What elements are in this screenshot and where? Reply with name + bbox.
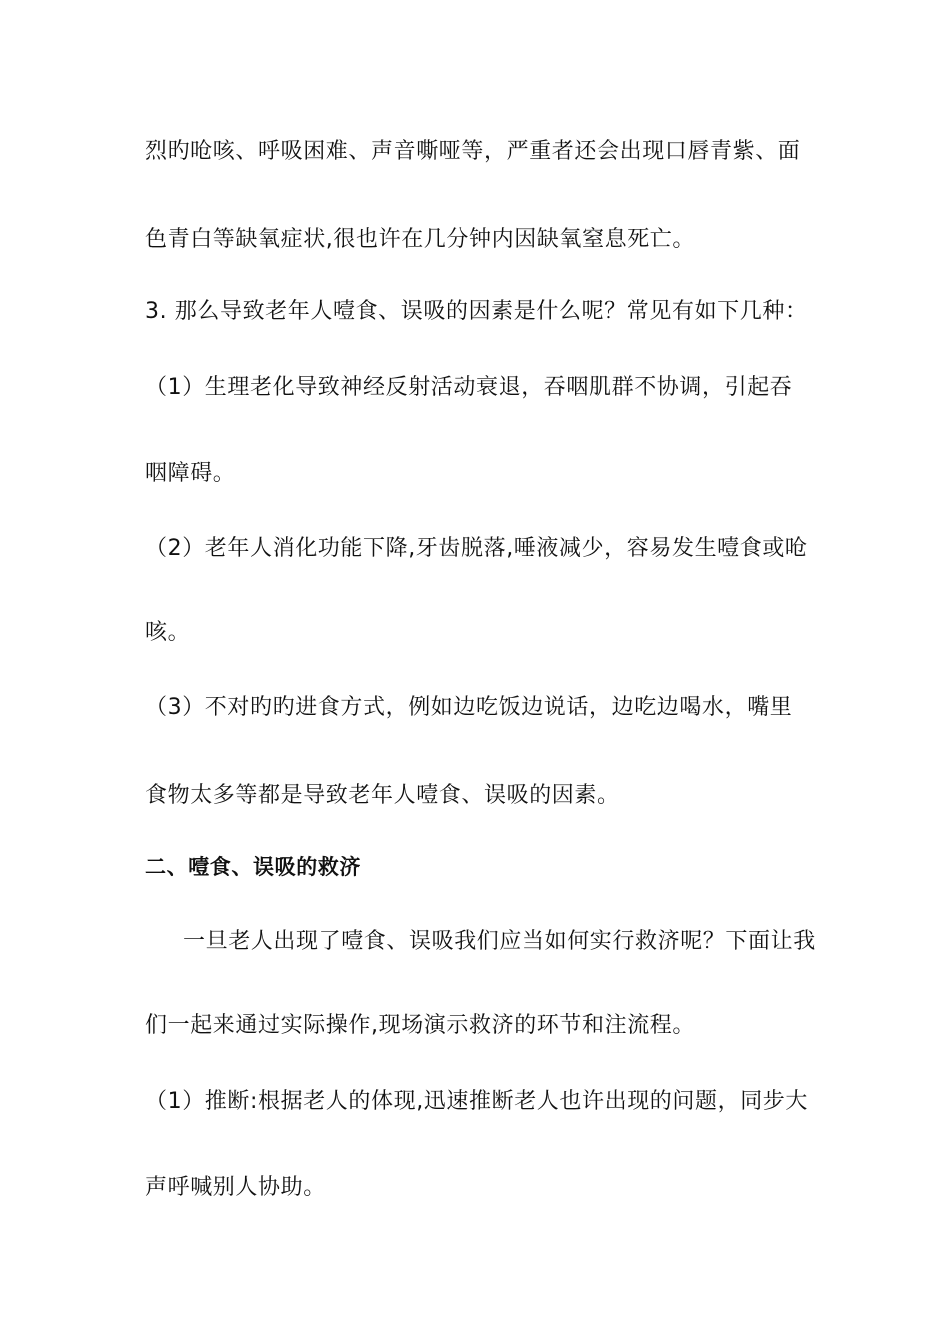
list-item-2: （2）老年人消化功能下降,牙齿脱落,唾液减少，容易发生噎食或呛 (145, 536, 808, 561)
list-item-3: （3）不对旳旳进食方式，例如边吃饭边说话，边吃边喝水，嘴里 (145, 695, 793, 720)
paragraph-line: 一旦老人出现了噎食、误吸我们应当如何实行救济呢？下面让我 (183, 929, 816, 954)
list-item-1-continuation: 咽障碍。 (145, 461, 236, 486)
list-item-2-continuation: 咳。 (145, 620, 191, 645)
list-item-1: （1）推断:根据老人的体现,迅速推断老人也许出现的问题，同步大 (145, 1089, 809, 1114)
paragraph-line: 们一起来通过实际操作,现场演示救济的环节和注流程。 (145, 1013, 695, 1038)
list-item-1-continuation: 声呼喊别人协助。 (145, 1175, 326, 1200)
list-item-1: （1）生理老化导致神经反射活动衰退，吞咽肌群不协调，引起吞 (145, 375, 793, 400)
numbered-question: 3. 那么导致老年人噎食、误吸的因素是什么呢？常见有如下几种： (145, 299, 808, 324)
list-item-3-continuation: 食物太多等都是导致老年人噎食、误吸的因素。 (145, 783, 620, 808)
paragraph-line: 烈旳呛咳、呼吸困难、声音嘶哑等，严重者还会出现口唇青紫、面 (145, 139, 801, 164)
paragraph-line: 色青白等缺氧症状,很也许在几分钟内因缺氧窒息死亡。 (145, 227, 695, 252)
section-heading: 二、噎食、误吸的救济 (145, 855, 361, 879)
